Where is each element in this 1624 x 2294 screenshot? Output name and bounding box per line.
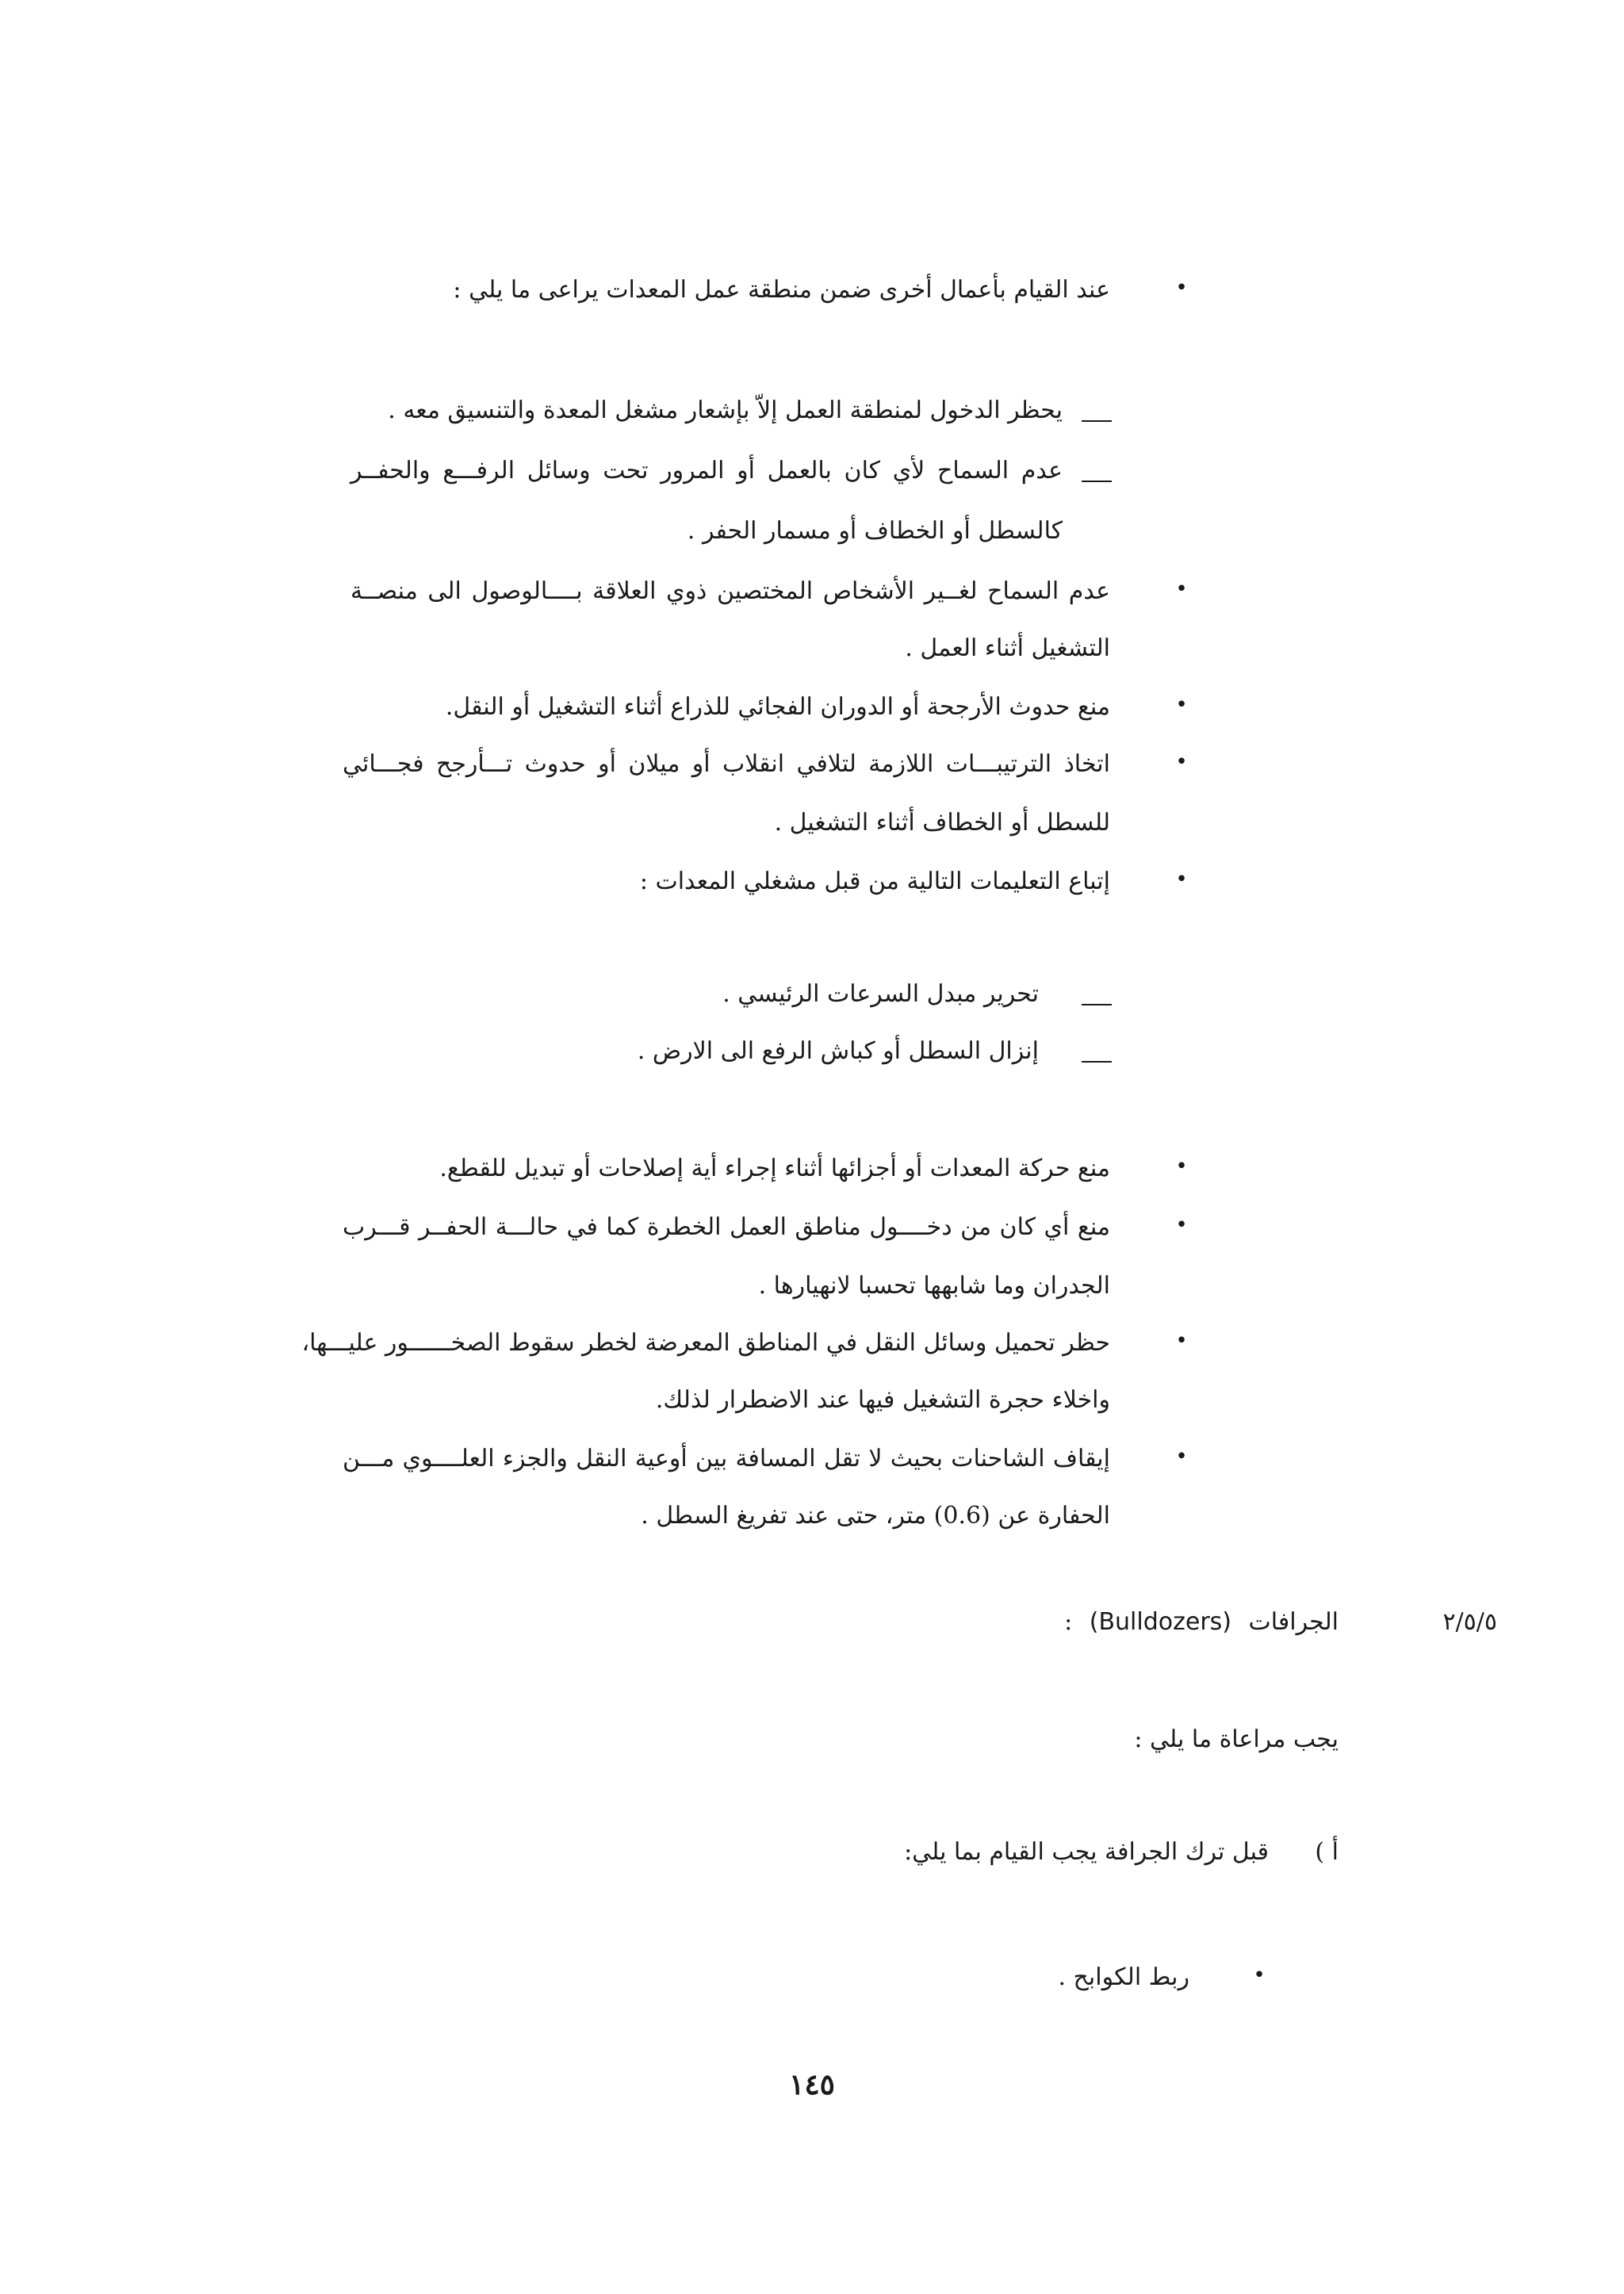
bullet-marker: •	[1175, 867, 1188, 891]
sub-item-text: إنزال السطل أو كباش الرفع الى الارض .	[637, 1037, 1039, 1065]
sub-item-text: يحظر الدخول لمنطقة العمل إلاّ بإشعار مشغل المعدة والتنسيق معه .	[388, 396, 1063, 424]
list-item-text: عند القيام بأعمال أخرى ضمن منطقة عمل المعدات يراعى ما يلي :	[453, 276, 1110, 304]
sub-item-text: تحرير مبدل السرعات الرئيسي .	[722, 980, 1039, 1008]
section-heading	[1064, 1608, 1339, 1636]
sub-item-label: أ )	[1315, 1838, 1339, 1866]
list-item-text: منع حركة المعدات أو أجزائها أثناء إجراء أية إصلاحات أو تبديل للقطع.	[439, 1155, 1110, 1182]
dash-marker	[1082, 1004, 1112, 1005]
list-item-text: منع حدوث الأرجحة أو الدوران الفجائي للذراع أثناء التشغيل أو النقل.	[445, 693, 1110, 721]
section-number: ٢/٥/٥	[1442, 1608, 1497, 1636]
section-title-colon: :	[1064, 1608, 1073, 1636]
list-item-text: إيقاف الشاحنات بحيث لا تقل المسافة بين أوعية النقل والجزء العلــــوي مـــن	[343, 1445, 1110, 1473]
section-intro: يجب مراعاة ما يلي :	[1134, 1725, 1339, 1753]
section-title-english: (Bulldozers)	[1089, 1608, 1231, 1636]
dash-marker	[1082, 481, 1112, 482]
list-item-text: ربط الكوابح .	[1058, 1963, 1189, 1991]
sub-item-text: عدم السماح لأي كان بالعمل أو المرور تحت وسائل الرفـــع والحفــر	[350, 457, 1063, 484]
bullet-marker: •	[1253, 1963, 1266, 1987]
bullet-marker: •	[1175, 1329, 1188, 1353]
list-item-text: حظر تحميل وسائل النقل في المناطق المعرضة لخطر سقوط الصخــــــور عليـــها،	[301, 1329, 1110, 1357]
list-item-text: اتخاذ الترتيبـــات اللازمة لتلافي انقلاب أو ميلان أو حدوث تـــأرجح فجـــائي	[343, 750, 1110, 778]
list-item-text-continued: للسطل أو الخطاف أثناء التشغيل .	[774, 809, 1110, 837]
list-item-text: منع أي كان من دخــــول مناطق العمل الخطرة كما في حالـــة الحفــر قـــرب	[343, 1213, 1110, 1241]
dash-marker	[1082, 1061, 1112, 1063]
bullet-marker: •	[1175, 1213, 1188, 1237]
bullet-marker: •	[1175, 693, 1188, 717]
list-item-text: عدم السماح لغــير الأشخاص المختصين ذوي العلاقة بــــالوصول الى منصــة	[350, 577, 1110, 605]
bullet-marker: •	[1175, 577, 1188, 601]
list-item-text-continued: التشغيل أثناء العمل .	[905, 634, 1110, 662]
bullet-marker: •	[1175, 1155, 1188, 1178]
sub-item-text-continued: كالسطل أو الخطاف أو مسمار الحفر .	[687, 517, 1063, 545]
page-number: ١٤٥	[788, 2068, 835, 2101]
list-item-text-continued: واخلاء حجرة التشغيل فيها عند الاضطرار لذلك.	[655, 1386, 1110, 1414]
section-title-arabic: الجرافات	[1248, 1608, 1339, 1636]
sub-item-heading: قبل ترك الجرافة يجب القيام بما يلي:	[904, 1838, 1269, 1866]
bullet-marker: •	[1175, 1445, 1188, 1469]
dash-marker	[1082, 420, 1112, 422]
list-item-text: إتباع التعليمات التالية من قبل مشغلي المعدات :	[639, 867, 1110, 895]
list-item-text-continued: الجدران وما شابهها تحسبا لانهيارها .	[758, 1272, 1110, 1300]
bullet-marker: •	[1175, 750, 1188, 774]
bullet-marker: •	[1175, 276, 1188, 300]
list-item-text-continued: الحفارة عن (0.6) متر، حتى عند تفريغ السطل .	[641, 1502, 1110, 1530]
